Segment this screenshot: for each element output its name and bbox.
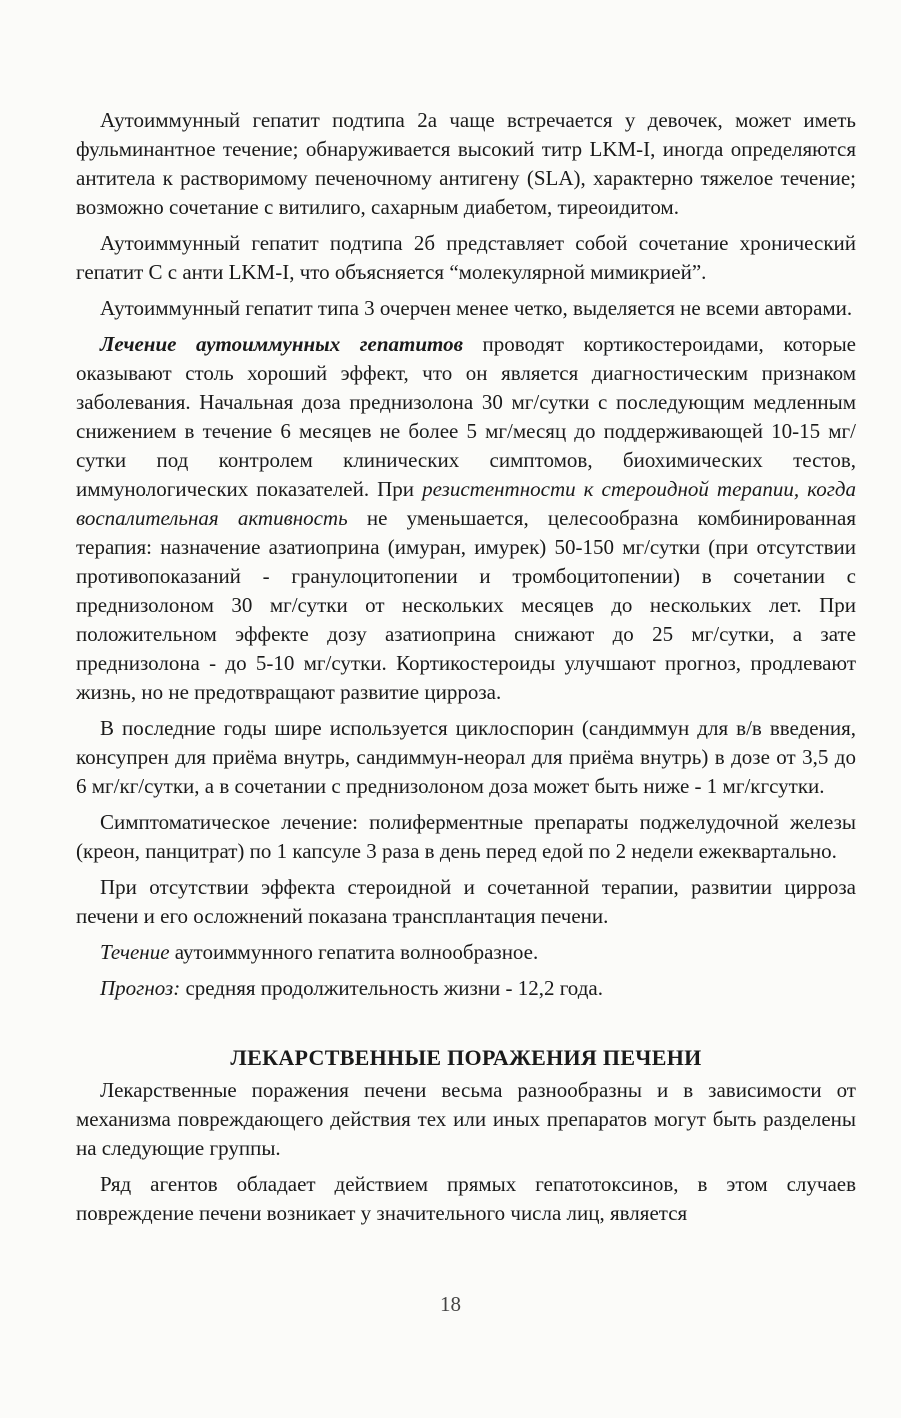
paragraph-type-3: Аутоиммунный гепатит типа 3 очерчен менее четко, выделяется не всеми авторами. [100,296,853,320]
section-title: ЛЕКАРСТВЕННЫЕ ПОРАЖЕНИЯ ПЕЧЕНИ [230,1045,702,1070]
section-paragraph-1: Лекарственные поражения печени весьма разнообразны и в зависимости от механизма повреждающего действия тех или иных препаратов могут быть разделены на следующие группы. [76,1078,856,1160]
prognosis-text: средняя продолжительность жизни - 12,2 года. [180,976,603,1000]
page-number: 18 [440,1292,461,1316]
treatment-text-part1: проводят кортикостероидами, которые оказывают столь хороший эффект, что он является диагностическим признаком заболевания. Начальная доза преднизолона 30 мг/сутки с последующим медленным снижением в течение 6 месяцев не более 5 мг/месяц до поддерживающей 10-15 мг/сутки под контролем клинических симптомов, биохимических тестов, иммунологических показателей. При [76,332,857,501]
course-text: аутоиммунного гепатита волнообразное. [169,940,539,964]
paragraph-transplant: При отсутствии эффекта стероидной и сочетанной терапии, развитии цирроза печени и его осложнений показана трансплантация печени. [76,875,856,928]
resistance-italic: резистентности к стероидной терапии, когда воспалительная активность [76,477,857,530]
paragraph-course [76,938,856,967]
treatment-text-part2: не уменьшается, целесообразна комбинированная терапия: назначение азатиоприна (имуран, имурек) 50-150 мг/сутки (при отсутствии противопоказаний - гранулоцитопении и тромбоцитопении) в сочетании с преднизолоном 30 мг/сутки от нескольких месяцев до нескольких лет. При положительном эффекте дозу азатиоприна снижают до 25 мг/сутки, а зате преднизолона - до 5-10 мг/сутки. Кортикостероиды улучшают прогноз, продлевают жизнь, но не предотвращают развитие цирроза. [76,506,856,704]
paragraph-prognosis [76,974,856,1003]
course-label: Течение [100,940,170,964]
paragraph-symptomatic: Симптоматическое лечение: полиферментные препараты поджелудочной железы (креон, панцитрат) по 1 капсуле 3 раза в день перед едой по 2 недели ежеквартально. [76,810,856,863]
prognosis-label: Прогноз: [100,976,181,1000]
treatment-heading: Лечение аутоиммунных гепатитов [100,332,463,356]
body-text [76,106,856,1228]
paragraph-cyclosporine: В последние годы шире используется циклоспорин (сандиммун для в/в введения, консупрен для приёма внутрь, сандиммун-неорал для приёма внутрь) в дозе от 3,5 до 6 мг/кг/сутки, а в сочетании с преднизолоном доза может быть ниже - 1 мг/кгсутки. [76,716,856,798]
section-paragraph-2: Ряд агентов обладает действием прямых гепатотоксинов, в этом случаев повреждение печени возникает у значительного числа лиц, является [76,1172,856,1225]
paragraph-subtype-2a: Аутоиммунный гепатит подтипа 2а чаще встречается у девочек, может иметь фульминантное течение; обнаруживается высокий титр LKM-I, иногда определяются антитела к растворимому печеночному антигену (SLA), характерно тяжелое течение; возможно сочетание с витилиго, сахарным диабетом, тиреоидитом. [76,108,856,219]
paragraph-subtype-2b: Аутоиммунный гепатит подтипа 2б представляет собой сочетание хронический гепатит С с анти LKM-I, что объясняется “молекулярной мимикрией”. [76,231,856,284]
paragraph-treatment [76,330,856,707]
